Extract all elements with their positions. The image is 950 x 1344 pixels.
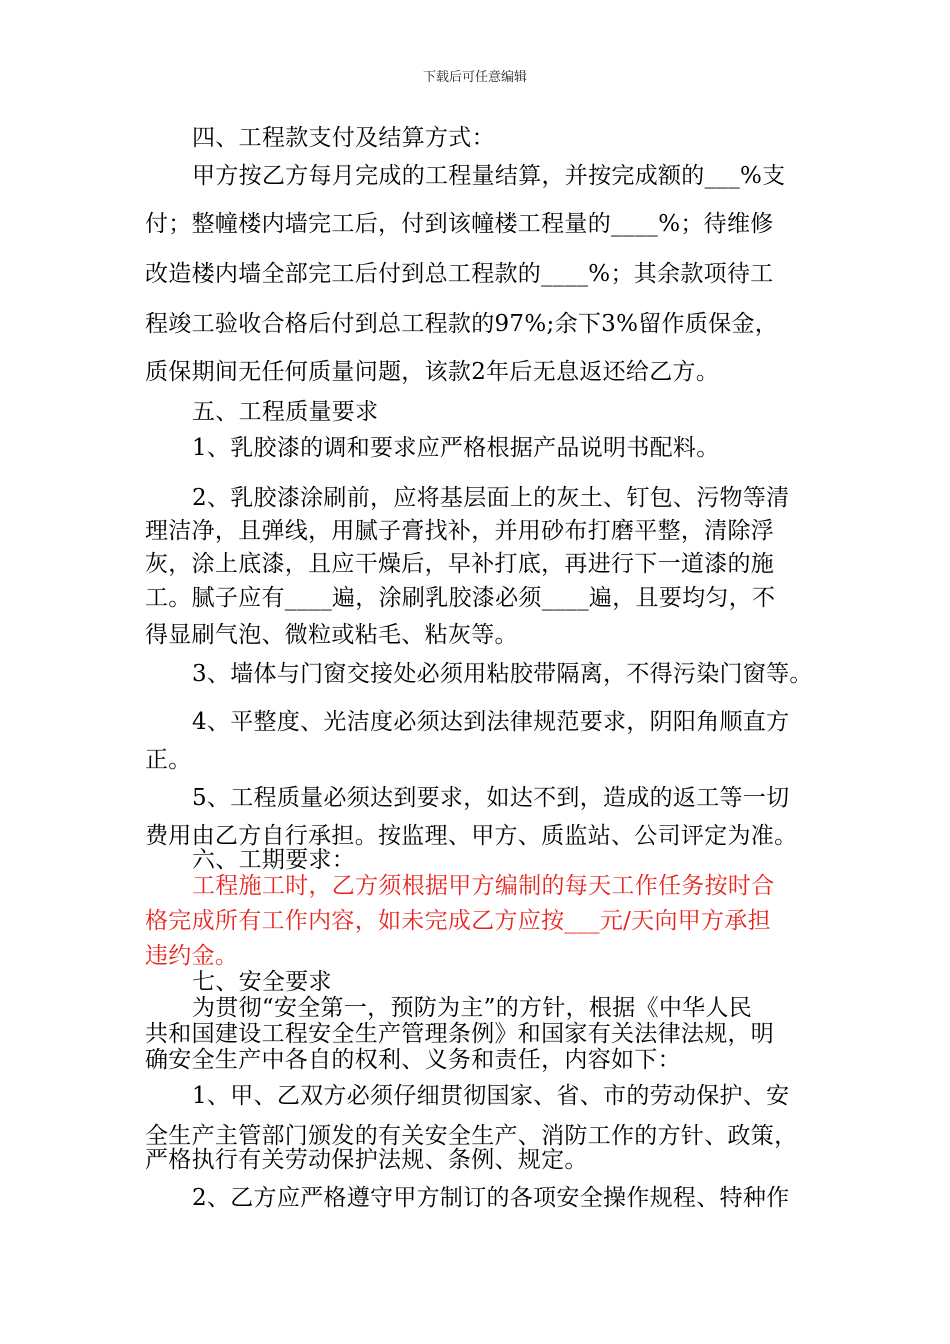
text-line: 2、乙方应严格遵守甲方制订的各项安全操作规程、特种作 (192, 1185, 790, 1211)
text-line: 严格执行有关劳动保护法规、条例、规定。 (145, 1147, 588, 1173)
text-line: 理洁净，且弹线，用腻子膏找补，并用砂布打磨平整，清除浮 (145, 518, 775, 544)
text-line-highlight: 违约金。 (145, 943, 239, 969)
text-line-highlight: 工程施工时，乙方须根据甲方编制的每天工作任务按时合 (192, 873, 775, 899)
text-line: 共和国建设工程安全生产管理条例》和国家有关法律法规，明 (145, 1021, 775, 1047)
text-line: 全生产主管部门颁发的有关安全生产、消防工作的方针、政策， (145, 1123, 798, 1149)
text-line: 为贯彻“安全第一，预防为主”的方针，根据《中华人民 (192, 995, 753, 1021)
text-line: 得显刷气泡、微粒或粘毛、粘灰等。 (145, 622, 518, 648)
text-line: 五、工程质量要求 (192, 399, 379, 425)
text-line: 甲方按乙方每月完成的工程量结算，并按完成额的___%支 (192, 163, 786, 189)
page-header: 下载后可任意编辑 (422, 70, 527, 85)
text-line: 程竣工验收合格后付到总工程款的97%;余下3%留作质保金， (145, 311, 779, 337)
text-line: 六、工期要求： (192, 847, 356, 873)
text-line: 确安全生产中各自的权利、义务和责任，内容如下： (145, 1047, 681, 1073)
text-line: 5、工程质量必须达到要求，如达不到，造成的返工等一切 (192, 785, 790, 811)
text-line: 改造楼内墙全部完工后付到总工程款的____%；其余款项待工 (145, 261, 774, 287)
text-line: 1、乳胶漆的调和要求应严格根据产品说明书配料。 (192, 435, 720, 461)
text-line: 付；整幢楼内墙完工后，付到该幢楼工程量的____%；待维修 (145, 211, 774, 237)
text-line: 4、平整度、光洁度必须达到法律规范要求，阴阳角顺直方 (192, 709, 790, 735)
text-line: 质保期间无任何质量问题，该款2年后无息返还给乙方。 (145, 359, 720, 385)
text-line: 正。 (145, 747, 192, 773)
text-line: 四、工程款支付及结算方式： (192, 125, 495, 151)
text-line: 2、乳胶漆涂刷前，应将基层面上的灰土、钉包、污物等清 (192, 485, 790, 511)
text-line: 灰，涂上底漆，且应干燥后，早补打底，再进行下一道漆的施 (145, 551, 775, 577)
text-line-highlight: 格完成所有工作内容，如未完成乙方应按___元/天向甲方承担 (145, 908, 771, 934)
text-line: 3、墙体与门窗交接处必须用粘胶带隔离，不得污染门窗等。 (192, 661, 813, 687)
text-line: 工。腻子应有____遍，涂刷乳胶漆必须____遍，且要均匀，不 (145, 585, 776, 611)
text-line: 七、安全要求 (192, 969, 332, 995)
text-line: 费用由乙方自行承担。按监理、甲方、质监站、公司评定为准。 (145, 823, 798, 849)
text-line: 1、甲、乙双方必须仔细贯彻国家、省、市的劳动保护、安 (192, 1083, 790, 1109)
